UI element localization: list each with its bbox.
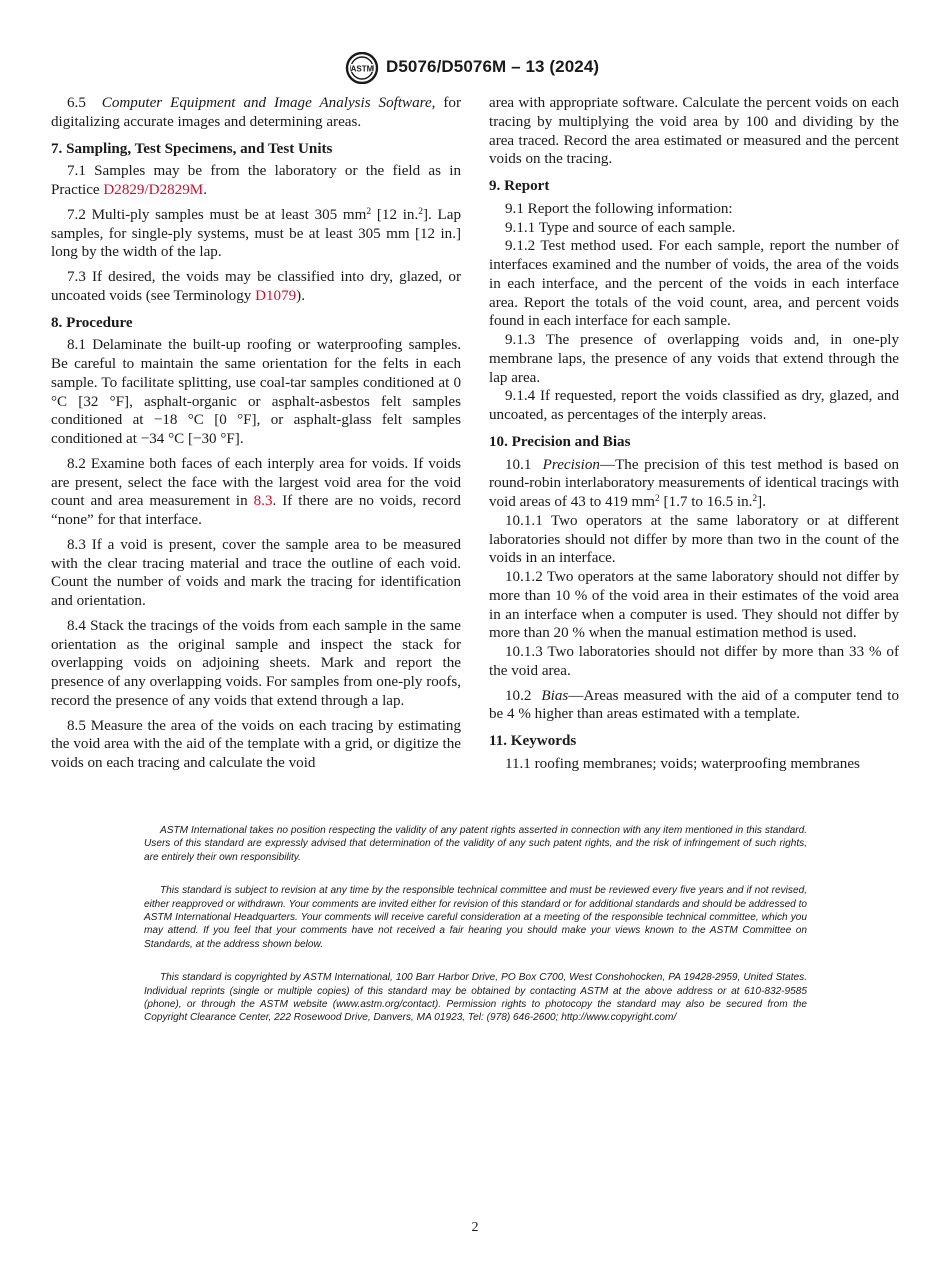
link-d1079[interactable]: D1079 bbox=[255, 287, 297, 304]
patent-notice: ASTM International takes no position respecting the validity of any patent rights asserted in connection with any item mentioned in this standard. Users of this standard are expressly advised that determination of the validity of any such patent rights, and the risk of infringement of such rights, are entirely their own responsibility. bbox=[144, 825, 807, 863]
paragraph-6-5: 6.5 Computer Equipment and Image Analysis Software, for digitalizing accurate images and determining areas. bbox=[51, 95, 461, 130]
paragraph-10-1-2: 10.1.2 Two operators at the same laboratory should not differ by more than 10 % of the void area in their estimates of the void area in an interface when a computer is used. They should not differ by more than 20 % when the manual estimation method is used. bbox=[489, 569, 899, 642]
section-7-heading: 7. Sampling, Test Specimens, and Test Units bbox=[51, 140, 333, 157]
paragraph-8-3: 8.3 If a void is present, cover the sample area to be measured with the clear tracing material and trace the outline of each void. Count the number of voids and mark the tracing for identification and orientation. bbox=[51, 536, 461, 609]
paragraph-8-4: 8.4 Stack the tracings of the voids from each sample in the same orientation as the original sample and inspect the stack for overlapping voids on adjoining sheets. Mark and report the presence of any overlapping voids. For samples from one-ply roofs, record the presence of any voids that extend through a lap. bbox=[51, 617, 461, 709]
paragraph-6-5-title: Computer Equipment and Image Analysis Software, bbox=[101, 95, 436, 111]
paragraph-10-1-3: 10.1.3 Two laboratories should not differ by more than 33 % of the void area. bbox=[489, 644, 899, 679]
standard-designation: D5076/D5076M – 13 (2024) bbox=[386, 57, 600, 76]
astm-logo-icon bbox=[344, 52, 380, 84]
link-8-3[interactable]: 8.3 bbox=[253, 493, 273, 510]
section-11-heading: 11. Keywords bbox=[489, 733, 577, 749]
right-column bbox=[489, 94, 899, 774]
paragraph-10-1: 10.1 Precision—The precision of this test method is based on round-robin interlaboratory measurements of identical tracings with void areas of 43 to 419 $mm^2$ [1.7 to 16.5 in.$^2$]. bbox=[489, 456, 899, 510]
section-10-heading: 10. Precision and Bias bbox=[489, 433, 631, 450]
bias-term: Bias bbox=[541, 687, 569, 704]
paragraph-9-1-2: 9.1.2 Test method used. For each sample, report the number of interfaces examined and the number of voids, the area of the voids in each interface, and the percent of the voids in each interface area. Report the totals of the void count, area, and percent voids found in each interface for each sample. bbox=[489, 238, 899, 330]
paragraph-7-2: 7.2 Multi-ply samples must be at least 305 $mm^2$ [12 in.$^2$]. Lap samples, for single-ply systems, must be at least 305 mm [12 in.] long by the width of the lap. bbox=[51, 206, 462, 261]
section-9-heading: 9. Report bbox=[489, 178, 550, 194]
paragraph-11-1: 11.1 roofing membranes; voids; waterproofing membranes bbox=[505, 755, 860, 772]
paragraph-9-1-3: 9.1.3 The presence of overlapping voids and, in one-ply membrane laps, the presence of any voids that extend through the lap area. bbox=[489, 332, 899, 386]
copyright-notice: This standard is copyrighted by ASTM International, 100 Barr Harbor Drive, PO Box C700, West Conshohocken, PA 19428-2959, United States. Individual reprints (single or multiple copies) of this standard may be obtained by contacting ASTM at the above address or at 610-832-9585 (phone), or through the ASTM website (www.astm.org/contact). Permission rights to photocopy the standard may also be secured from the Copyright Clearance Center, 222 Rosewood Drive, Danvers, MA 01923, Tel: (978) 646-2600; http://www.copyright.com/ bbox=[144, 972, 807, 1024]
paragraph-8-5: 8.5 Measure the area of the voids on each tracing by estimating the void area with the aid of the template with a grid, or digitize the voids on each tracing and calculate the void bbox=[51, 717, 461, 771]
left-column bbox=[51, 94, 461, 773]
paragraph-10-2: 10.2 Bias—Areas measured with the aid of a computer tend to be 4 % higher than areas estimated with a template. bbox=[489, 687, 899, 723]
section-8-heading: 8. Procedure bbox=[51, 314, 133, 331]
logo-lettering: ASTM bbox=[350, 64, 374, 74]
paragraph-7-1: 7.1 Samples may be from the laboratory or the field as in Practice D2829/D2829M. bbox=[51, 163, 461, 198]
link-d2829[interactable]: D2829/D2829M bbox=[103, 182, 204, 198]
precision-term: Precision bbox=[542, 456, 600, 473]
paragraph-8-1: 8.1 Delaminate the built-up roofing or waterproofing samples. Be careful to maintain the same orientation for the felts in each sample. To facilitate splitting, use coal-tar samples conditioned at 0 °C [32 °F], asphalt-organic or asphalt-asbestos felt samples conditioned at −18 °C [0 °F], or asphalt-glass felt samples conditioned at −34 °C [−30 °F]. bbox=[51, 337, 461, 447]
paragraph-8-2: 8.2 Examine both faces of each interply area for voids. If voids are present, select the face with the largest void area for the void count and area measurement in 8.3. If there are no voids, record “none” for that interface. bbox=[51, 455, 461, 528]
page-header bbox=[0, 52, 950, 86]
page-number: 2 bbox=[471, 1220, 479, 1235]
paragraph-10-1-1: 10.1.1 Two operators at the same laboratory or at different laboratories should not differ by more than two in the count of the voids in an interface. bbox=[489, 512, 899, 567]
paragraph-7-3: 7.3 If desired, the voids may be classified into dry, glazed, or uncoated voids (see Terminology D1079). bbox=[51, 269, 461, 304]
paragraph-9-1-1: 9.1.1 Type and source of each sample. bbox=[505, 219, 736, 236]
paragraph-9-1: 9.1 Report the following information: bbox=[505, 200, 733, 217]
revision-notice: This standard is subject to revision at any time by the responsible technical committee and must be reviewed every five years and if not revised, either reapproved or withdrawn. Your comments are invited either for revision of this standard or for additional standards and should be addressed to ASTM International Headquarters. Your comments will receive careful consideration at a meeting of the responsible technical committee, which you may attend. If you feel that your comments have not received a fair hearing you should make your views known to the ASTM Committee on Standards, at the address shown below. bbox=[144, 885, 808, 950]
paragraph-8-5-continued: area with appropriate software. Calculate the percent voids on each tracing by multiplying the void area by 100 and dividing by the area traced. Record the area estimated or measured and the percent voids on the tracing. bbox=[489, 95, 899, 168]
paragraph-9-1-4: 9.1.4 If requested, report the voids classified as dry, glazed, and uncoated, as percentages of the interply areas. bbox=[489, 388, 899, 423]
legal-notices bbox=[144, 824, 807, 1045]
